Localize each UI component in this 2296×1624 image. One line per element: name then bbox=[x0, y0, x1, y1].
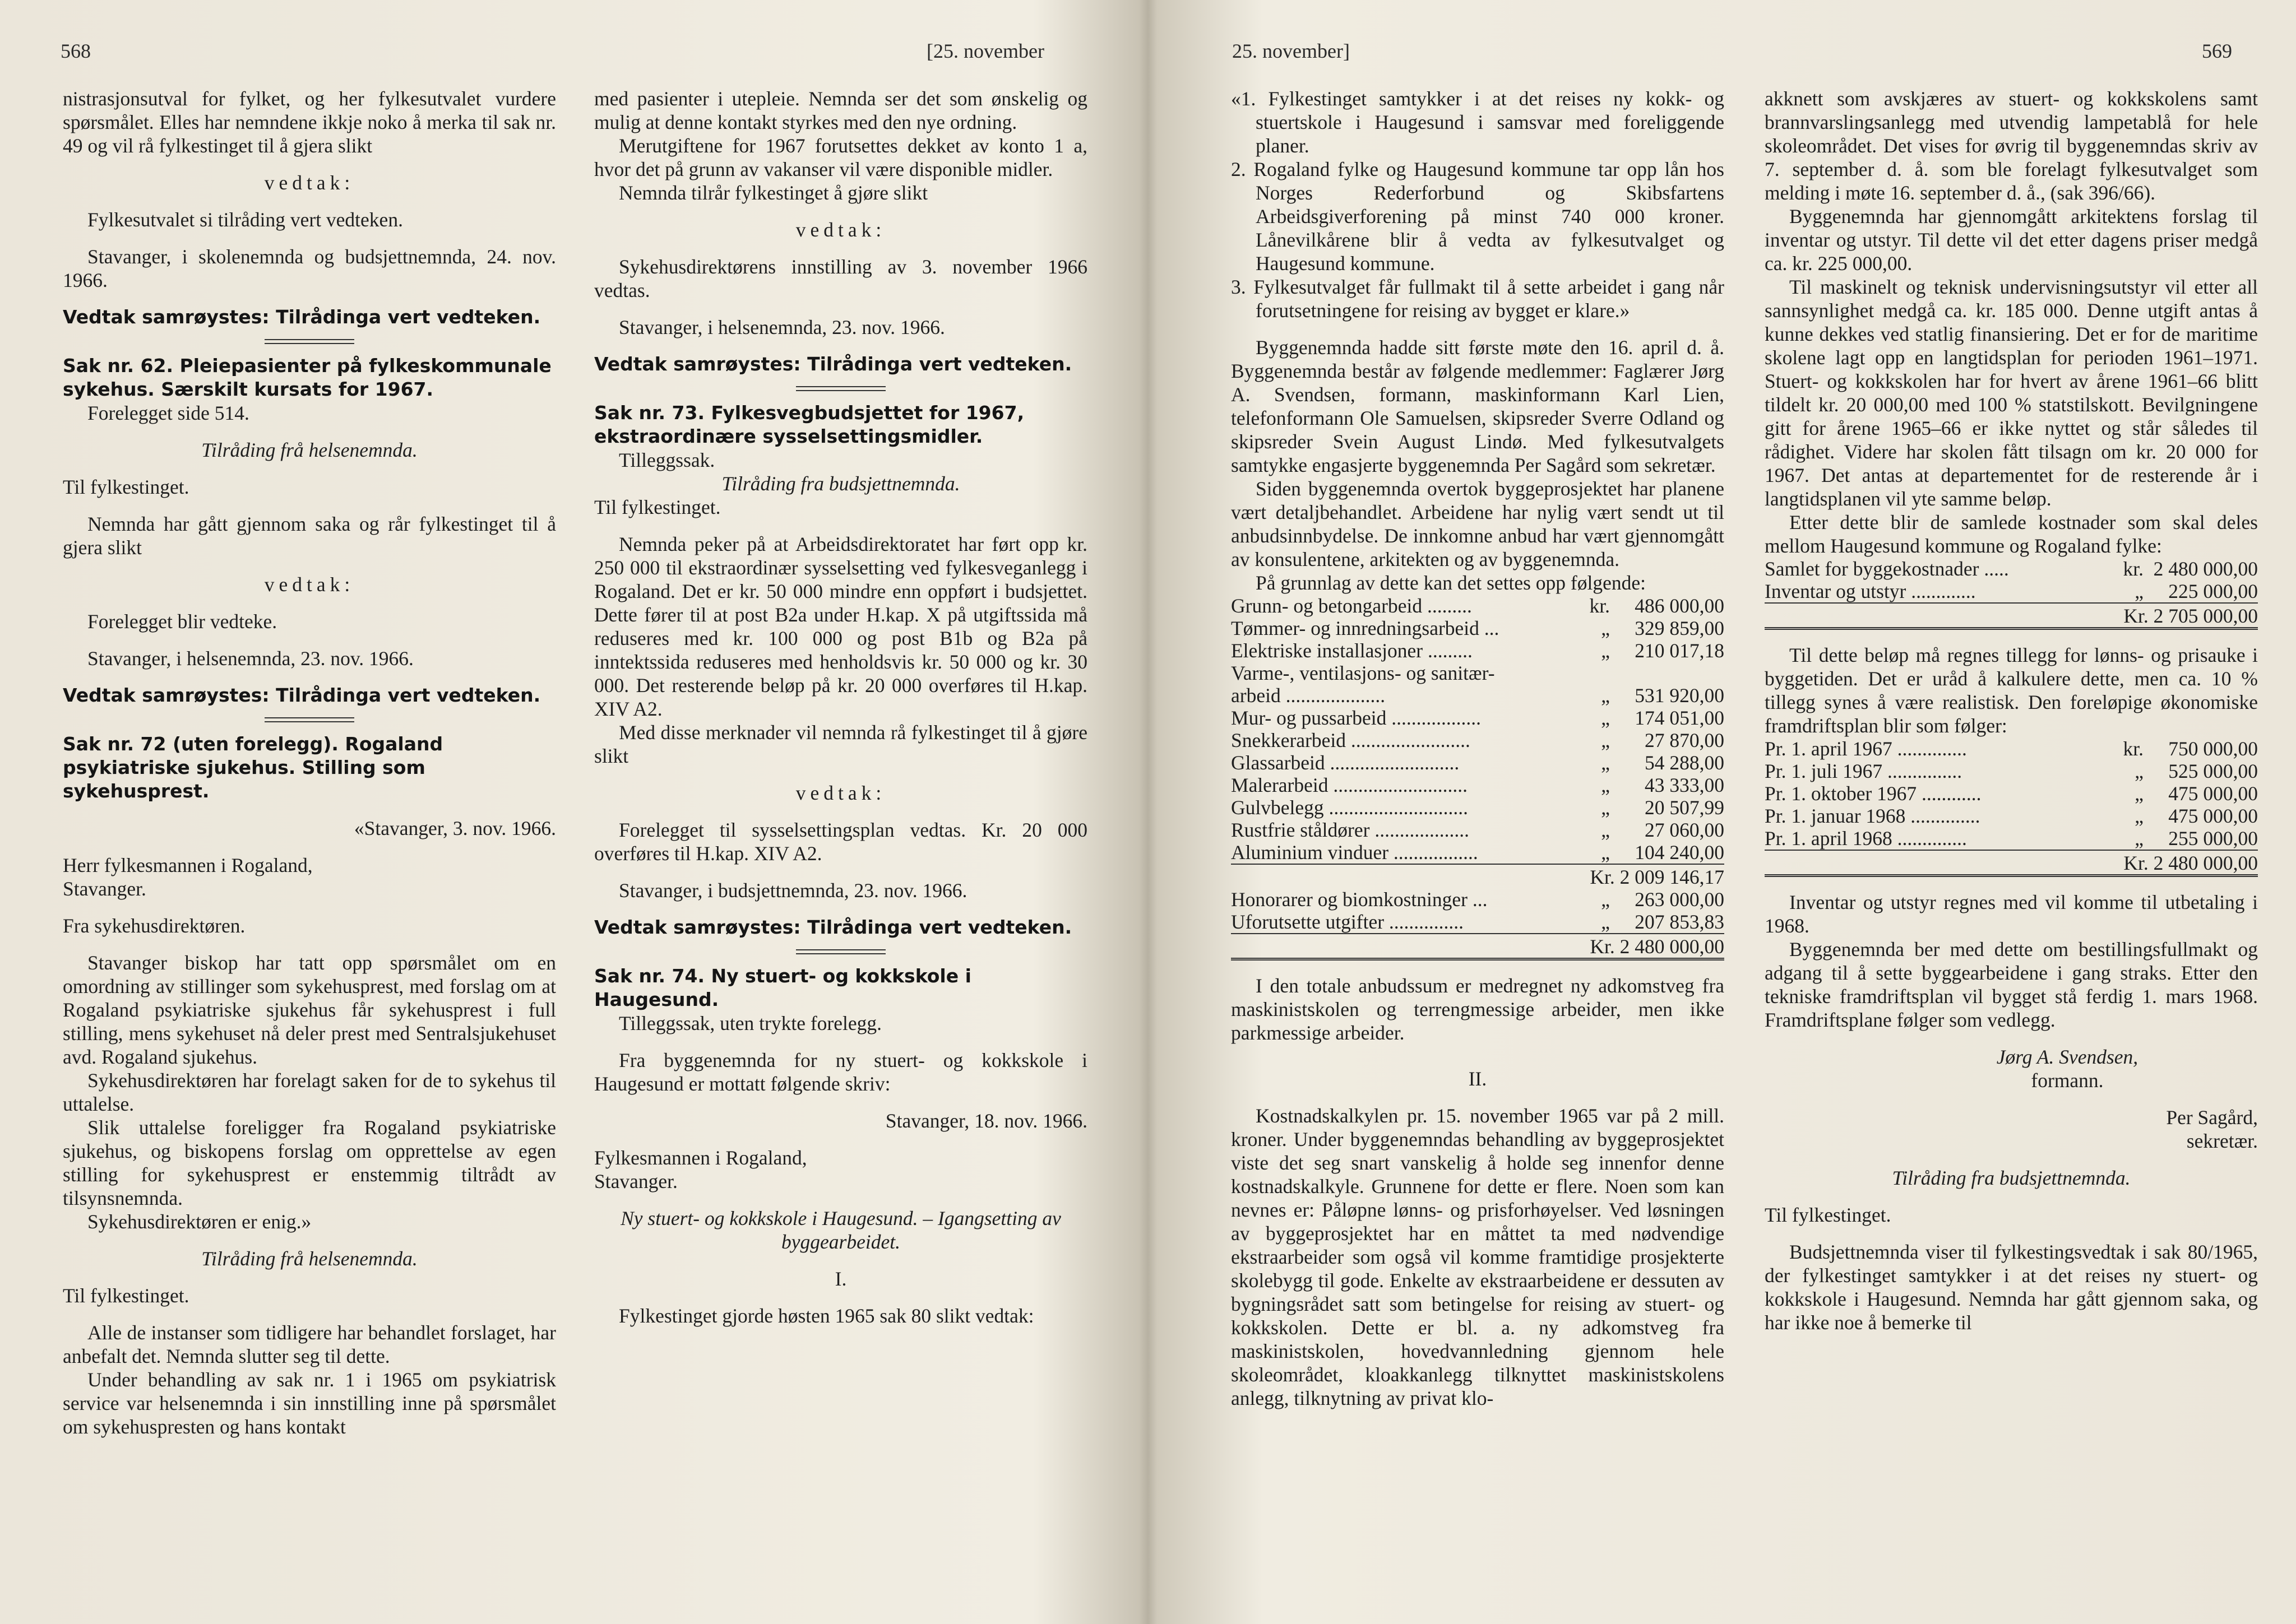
row-unit: „ bbox=[1601, 707, 1610, 729]
row-amount: 225 000,00 bbox=[2168, 580, 2258, 602]
recommendation-heading: Tilråding fra budsjettnemnda. bbox=[721, 472, 960, 495]
roman-numeral: I. bbox=[835, 1268, 847, 1290]
row-label: Snekkerarbeid ........................ bbox=[1231, 729, 1470, 751]
table-row bbox=[1231, 684, 1724, 707]
vedtak-label: vedtak: bbox=[264, 171, 355, 194]
letter-address: Fylkesmannen i Rogaland, bbox=[594, 1147, 807, 1169]
double-rule bbox=[796, 386, 886, 391]
row-label: Pr. 1. oktober 1967 ............ bbox=[1765, 782, 1982, 805]
paragraph: Inventar og utstyr regnes med vil komme til utbetaling i 1968. bbox=[1765, 891, 2258, 937]
case-title: Sak nr. 73. Fylkesvegbudsjettet for 1967, ekstraordinære sysselsettingsmidler. bbox=[594, 402, 1025, 447]
table-row bbox=[1765, 760, 2258, 782]
paragraph: Slik uttalelse foreligger fra Rogaland psykiatriske sjukehus, og biskopens forslag om opprettelse av egen stilling for sykehusprest er enstemmig tiltrådt av tilsynsnemnda. bbox=[63, 1116, 556, 1209]
decision-result: Vedtak samrøystes: Tilrådinga vert vedteken. bbox=[594, 353, 1072, 375]
letter-heading: Ny stuert- og kokkskole i Haugesund. – Igangsetting av byggearbeidet. bbox=[621, 1207, 1061, 1253]
signature-name: Jørg A. Svendsen, bbox=[1996, 1046, 2138, 1068]
row-label: Pr. 1. april 1967 .............. bbox=[1765, 737, 1967, 760]
decision-result: Vedtak samrøystes: Tilrådinga vert vedteken. bbox=[63, 684, 541, 706]
letter-address: Stavanger. bbox=[594, 1170, 678, 1193]
letter-address: Herr fylkesmannen i Rogaland, bbox=[63, 854, 313, 876]
row-unit: „ bbox=[1601, 911, 1610, 933]
total-amount: Kr. 2 705 000,00 bbox=[1765, 603, 2258, 629]
paragraph: med pasienter i utepleie. Nemnda ser det som ønskelig og mulig at denne kontakt styrkes med den nye ordning. bbox=[594, 87, 1087, 133]
letter-address: Stavanger. bbox=[63, 878, 146, 900]
paragraph: Siden byggenemnda overtok byggeprosjektet har planene vært detaljbehandlet. Arbeidene har nylig vært sendt ut til anbudsinnbydelse. De innkomne anbud har vært gjennomgått av konsulentene, arkitekten og av byggenemnda. bbox=[1231, 477, 1724, 570]
paragraph: Fra byggenemnda for ny stuert- og kokkskole i Haugesund er mottatt følgende skriv: bbox=[594, 1049, 1087, 1095]
recommendation-heading: Tilråding frå helsenemnda. bbox=[201, 439, 418, 461]
table-row bbox=[1765, 580, 2258, 603]
table-row bbox=[1231, 774, 1724, 796]
row-amount: 27 870,00 bbox=[1645, 729, 1724, 751]
total-amount: Kr. 2 480 000,00 bbox=[1765, 850, 2258, 876]
row-label: Pr. 1. januar 1968 .............. bbox=[1765, 805, 1980, 827]
letter-sender: Fra sykehusdirektøren. bbox=[63, 915, 246, 937]
row-amount bbox=[1618, 662, 1724, 684]
row-amount: 329 859,00 bbox=[1635, 617, 1724, 639]
row-unit: „ bbox=[1601, 796, 1610, 819]
addressee: Til fylkestinget. bbox=[1765, 1204, 1891, 1226]
letter-date: Stavanger, 18. nov. 1966. bbox=[885, 1110, 1087, 1132]
table-row bbox=[1765, 827, 2258, 850]
paragraph: Stavanger, i skolenemnda og budsjettnemnda, 24. nov. 1966. bbox=[63, 245, 556, 291]
recommendation-heading: Tilråding frå helsenemnda. bbox=[201, 1247, 418, 1270]
double-rule bbox=[796, 949, 886, 954]
paragraph: Til dette beløp må regnes tillegg for lønns- og prisauke i byggetiden. Det er uråd å kalkulere dette, men ca. 10 % tillegg synes å være realistisk. Den foreløpige økonomiske framdriftsplan blir som følger: bbox=[1765, 644, 2258, 737]
row-label: Grunn- og betongarbeid ......... bbox=[1231, 595, 1472, 617]
table-row bbox=[1231, 639, 1724, 662]
paragraph: Forelegget til sysselsettingsplan vedtas. Kr. 20 000 overføres til H.kap. XIV A2. bbox=[594, 819, 1087, 865]
row-unit: kr. bbox=[1589, 595, 1610, 617]
row-amount: 263 000,00 bbox=[1635, 888, 1724, 911]
decision-list-item: 3. Fylkesutvalget får fullmakt til å sette arbeidet i gang når forutsetningene for reising av bygget er klare.» bbox=[1231, 276, 1724, 322]
right-column-1 bbox=[1231, 87, 1724, 1410]
paragraph: Til maskinelt og teknisk undervisningsutstyr vil etter all sannsynlighet medgå ca. kr. 185 000. Denne utgift antas å kunne dekkes ved statlig finansiering. Det er for de maritime skolene lagt opp en langtidsplan for perioden 1961–1971. Stuert- og kokkskolen har for hvert av årene 1961–66 blitt tildelt kr. 20 000,00 med 100 % statstilskott. Bevilgningene gitt for årene 1965–66 er ikke nyttet og står således til rådighet. Videre har skolen fått tilsagn om kr. 20 000 for 1967. Det antas at departementet for de resterende år i langtidsplanen vil yte samme beløp. bbox=[1765, 276, 2258, 510]
case-reference: Forelegget side 514. bbox=[87, 402, 249, 424]
table-row bbox=[1231, 729, 1724, 751]
vedtak-label: vedtak: bbox=[264, 573, 355, 596]
row-label: Elektriske installasjoner ......... bbox=[1231, 639, 1473, 662]
row-label: Glassarbeid .......................... bbox=[1231, 751, 1460, 774]
row-unit: „ bbox=[1601, 888, 1610, 911]
paragraph: Sykehusdirektøren har forelagt saken for de to sykehus til uttalelse. bbox=[63, 1069, 556, 1115]
row-unit: „ bbox=[1601, 841, 1610, 864]
row-amount: 255 000,00 bbox=[2168, 827, 2258, 850]
row-unit bbox=[1571, 662, 1618, 684]
paragraph: Byggenemnda hadde sitt første møte den 16. april d. å. Byggenemnda består av følgende medlemmer: Faglærer Jørg A. Svendsen, formann, maskinformann Karl Lien, telefonformann Ole Samuelsen, skipsreder Sverre Odland og skipsreder Svein August Lindø. Med fylkesutvalgets samtykke engasjerte byggenemnda Per Sagård som sekretær. bbox=[1231, 336, 1724, 476]
case-subtitle: Tilleggssak, uten trykte forelegg. bbox=[619, 1012, 882, 1034]
row-amount: 475 000,00 bbox=[2168, 805, 2258, 827]
row-label: Uforutsette utgifter ............... bbox=[1231, 911, 1464, 933]
row-unit: „ bbox=[2135, 805, 2144, 827]
paragraph: Byggenemnda har gjennomgått arkitektens forslag til inventar og utstyr. Til dette vil det etter dagens priser medgå ca. kr. 225 000,00. bbox=[1765, 205, 2258, 275]
paragraph: Etter dette blir de samlede kostnader som skal deles mellom Haugesund kommune og Rogaland fylke: bbox=[1765, 511, 2258, 557]
total-row bbox=[1231, 934, 1724, 959]
row-amount: 531 920,00 bbox=[1635, 684, 1724, 707]
addressee: Til fylkestinget. bbox=[594, 496, 721, 518]
paragraph: Sykehusdirektøren er enig.» bbox=[87, 1210, 312, 1233]
signature-role: sekretær. bbox=[2186, 1130, 2258, 1152]
table-row bbox=[1231, 617, 1724, 639]
double-rule bbox=[265, 717, 354, 722]
paragraph: Stavanger, i helsenemnda, 23. nov. 1966. bbox=[619, 316, 945, 338]
paragraph: Stavanger, i budsjettnemnda, 23. nov. 1966. bbox=[619, 879, 968, 902]
paragraph: Merutgiftene for 1967 forutsettes dekket av konto 1 a, hvor det på grunn av vakanser vil være disponible midler. bbox=[594, 134, 1087, 180]
row-unit: kr. bbox=[2123, 737, 2144, 760]
total-row bbox=[1231, 864, 1724, 888]
signature-name: Per Sagård, bbox=[2166, 1106, 2258, 1129]
signature-role: formann. bbox=[2031, 1069, 2104, 1092]
row-label: Pr. 1. april 1968 .............. bbox=[1765, 827, 1967, 850]
paragraph: nistrasjonsutval for fylket, og her fylkesutvalet vurdere spørsmålet. Elles har nemndene ikkje noko å merka til sak nr. 49 og vil rå fylkestinget til å gjera slikt bbox=[63, 87, 556, 157]
table-row bbox=[1231, 796, 1724, 819]
row-amount: 207 853,83 bbox=[1635, 911, 1724, 933]
table-row bbox=[1231, 888, 1724, 911]
paragraph: Nemnda har gått gjennom saka og rår fylkestinget til å gjera slikt bbox=[63, 513, 556, 559]
table-row bbox=[1231, 819, 1724, 841]
split-table bbox=[1765, 558, 2258, 630]
table-row bbox=[1231, 662, 1724, 684]
case-title: Sak nr. 62. Pleiepasienter på fylkeskommunale sykehus. Særskilt kursats for 1967. bbox=[63, 355, 552, 400]
left-column-2 bbox=[594, 87, 1087, 1328]
paragraph: Fylkesutvalet si tilråding vert vedteken. bbox=[87, 208, 403, 231]
row-unit: „ bbox=[2135, 782, 2144, 805]
row-unit: „ bbox=[2135, 760, 2144, 782]
row-amount: 20 507,99 bbox=[1645, 796, 1724, 819]
right-column-2 bbox=[1765, 87, 2258, 1334]
row-unit: „ bbox=[1601, 774, 1610, 796]
row-unit: „ bbox=[2135, 827, 2144, 850]
row-label: Gulvbelegg ............................ bbox=[1231, 796, 1469, 819]
paragraph: I den totale anbudssum er medregnet ny adkomstveg fra maskinistskolen og terrengmessige arbeider, men ikke parkmessige arbeider. bbox=[1231, 975, 1724, 1044]
row-label: Rustfrie ståldører ................... bbox=[1231, 819, 1469, 841]
decision-result: Vedtak samrøystes: Tilrådinga vert vedteken. bbox=[63, 306, 541, 328]
row-amount: 174 051,00 bbox=[1635, 707, 1724, 729]
vedtak-label: vedtak: bbox=[795, 782, 886, 804]
table-row bbox=[1765, 805, 2258, 827]
paragraph: Kostnadskalkylen pr. 15. november 1965 var på 2 mill. kroner. Under byggenemndas behandling av byggeprosjektet viste det seg snart vanskelig å holde seg innenfor denne kostnadskalkyle. Grunnene for dette er flere. Noen som kan nevnes er: Påløpne lønns- og prisforhøyelser. Ved løsningen av byggeprosjektet har en måttet ta med nødvendige ekstraarbeider som også vil komme framtidige prosjekterte skolebygg til gode. Enkelte av ekstraarbeidene er dessuten av bygningsrådet satt som betingelse for reising av stuert- og kokkskolen. Dette er bl. a. ny adkomstveg fra maskinistskolen, hovedvannledning gjennom hele skoleområdet, kloakkanlegg tilknyttet maskinistskolens anlegg, tilknytning av privat klo- bbox=[1231, 1105, 1724, 1409]
table-row bbox=[1231, 751, 1724, 774]
double-rule bbox=[265, 339, 354, 344]
row-unit: „ bbox=[1601, 639, 1610, 662]
paragraph: Forelegget blir vedteke. bbox=[87, 610, 277, 633]
paragraph: akknett som avskjæres av stuert- og kokkskolens samt brannvarslingsanlegg med utvendig lampetablå for hele skoleområdet. Det vises for øvrig til byggenemndas skriv av 7. september d. å. som ble forelagt fylkesutvalget som melding i møte 16. september d. å., (sak 396/66). bbox=[1765, 87, 2258, 204]
row-unit: „ bbox=[1601, 617, 1610, 639]
paragraph: Med disse merknader vil nemnda rå fylkestinget til å gjøre slikt bbox=[594, 721, 1087, 767]
row-unit: „ bbox=[1601, 819, 1610, 841]
total-amount: Kr. 2 480 000,00 bbox=[1231, 934, 1724, 959]
case-title: Sak nr. 72 (uten forelegg). Rogaland psykiatriske sjukehus. Stilling som sykehusprest. bbox=[63, 733, 443, 802]
paragraph: På grunnlag av dette kan det settes opp følgende: bbox=[1256, 572, 1646, 594]
paragraph: Nemnda tilrår fylkestinget å gjøre slikt bbox=[619, 182, 928, 204]
paragraph: Sykehusdirektørens innstilling av 3. november 1966 vedtas. bbox=[594, 256, 1087, 301]
row-amount: 475 000,00 bbox=[2168, 782, 2258, 805]
row-label: arbeid .................... bbox=[1231, 684, 1386, 707]
case-subtitle: Tilleggssak. bbox=[619, 449, 715, 471]
row-amount: 525 000,00 bbox=[2168, 760, 2258, 782]
paragraph: Alle de instanser som tidligere har behandlet forslaget, har anbefalt det. Nemnda slutter seg til dette. bbox=[63, 1321, 556, 1367]
total-row bbox=[1765, 603, 2258, 629]
running-head-left: [25. november bbox=[927, 40, 1044, 62]
case-title: Sak nr. 74. Ny stuert- og kokkskole i Haugesund. bbox=[594, 965, 971, 1010]
table-row bbox=[1765, 737, 2258, 760]
row-amount: 43 333,00 bbox=[1645, 774, 1724, 796]
total-amount: Kr. 2 009 146,17 bbox=[1231, 864, 1724, 888]
paragraph: Stavanger biskop har tatt opp spørsmålet om en omordning av stillinger som sykehusprest, med forslag om at Rogaland psykiatriske sjukehus får sykehusprest i full stilling, mens sykehuset nå deler prest med Sentralsjukehuset avd. Rogaland sjukehus. bbox=[63, 952, 556, 1068]
recommendation-heading: Tilråding fra budsjettnemnda. bbox=[1892, 1167, 2131, 1189]
letter-date: «Stavanger, 3. nov. 1966. bbox=[354, 817, 556, 839]
decision-list-item: 2. Rogaland fylke og Haugesund kommune tar opp lån hos Norges Rederforbund og Skibsfartens Arbeidsgiverforening på minst 740 000 kroner. Lånevilkårene blir å vedta av fylkesutvalget og Haugesund kommune. bbox=[1231, 158, 1724, 275]
vedtak-label: vedtak: bbox=[795, 219, 886, 241]
decision-list-item: «1. Fylkestinget samtykker i at det reises ny kokk- og stuertskole i Haugesund i samsvar med foreliggende planer. bbox=[1231, 87, 1724, 157]
decision-list bbox=[1231, 87, 1724, 322]
paragraph: Under behandling av sak nr. 1 i 1965 om psykiatrisk service var helsenemnda i sin innstilling inne på spørsmålet om sykehuspresten og hans kontakt bbox=[63, 1368, 556, 1438]
row-amount: 750 000,00 bbox=[2168, 737, 2258, 760]
paragraph: Stavanger, i helsenemnda, 23. nov. 1966. bbox=[87, 647, 414, 670]
decision-result: Vedtak samrøystes: Tilrådinga vert vedteken. bbox=[594, 916, 1072, 938]
row-label: Inventar og utstyr ............. bbox=[1765, 580, 1976, 602]
row-amount: 27 060,00 bbox=[1645, 819, 1724, 841]
row-label: Honorarer og biomkostninger ... bbox=[1231, 888, 1488, 911]
row-amount: 104 240,00 bbox=[1635, 841, 1724, 864]
paragraph: Fylkestinget gjorde høsten 1965 sak 80 slikt vedtak: bbox=[619, 1305, 1034, 1327]
table-row bbox=[1765, 782, 2258, 805]
addressee: Til fylkestinget. bbox=[63, 1284, 189, 1307]
table-row bbox=[1231, 595, 1724, 617]
row-label: Samlet for byggekostnader ..... bbox=[1765, 558, 2009, 580]
page-number-left: 568 bbox=[61, 40, 91, 62]
row-label: Aluminium vinduer ................. bbox=[1231, 841, 1478, 864]
roman-numeral: II. bbox=[1468, 1068, 1487, 1090]
paragraph: Budsjettnemnda viser til fylkestingsvedtak i sak 80/1965, der fylkestinget samtykker i at det reises ny stuert- og kokkskole i Haugesund. Nemnda har gått gjennom saka, og har ikke noe å bemerke til bbox=[1765, 1241, 2258, 1334]
row-unit: kr. bbox=[2123, 558, 2144, 580]
running-head-right: 25. november] bbox=[1232, 40, 1350, 62]
plan-table bbox=[1765, 737, 2258, 877]
total-row bbox=[1765, 850, 2258, 876]
row-amount: 210 017,18 bbox=[1635, 639, 1724, 662]
row-unit: „ bbox=[1601, 729, 1610, 751]
addressee: Til fylkestinget. bbox=[63, 476, 189, 498]
cost-table bbox=[1231, 595, 1724, 961]
row-amount: 54 288,00 bbox=[1645, 751, 1724, 774]
table-row bbox=[1231, 841, 1724, 864]
row-label: Varme-, ventilasjons- og sanitær- bbox=[1231, 662, 1495, 684]
table-row bbox=[1231, 707, 1724, 729]
left-column-1 bbox=[63, 87, 556, 1439]
row-unit: „ bbox=[2135, 580, 2144, 602]
table-row bbox=[1231, 911, 1724, 934]
row-amount: 2 480 000,00 bbox=[2153, 558, 2258, 580]
row-label: Malerarbeid ........................... bbox=[1231, 774, 1468, 796]
page-number-right: 569 bbox=[2202, 40, 2232, 62]
row-unit: „ bbox=[1601, 751, 1610, 774]
row-label: Mur- og pussarbeid .................. bbox=[1231, 707, 1481, 729]
paragraph: Nemnda peker på at Arbeidsdirektoratet har ført opp kr. 250 000 til ekstraordinær sysselsetting ved fylkesveganlegg i Rogaland. Det er kr. 50 000 mindre enn oppført i budsjettet. Dette fører til at post B2a under H.kap. X på utgiftssida må reduseres med kr. 100 000 og post B1b og B2a på inntektssida reduseres med henholdsvis kr. 50 000 og kr. 30 000. Det resterende beløp på kr. 20 000 overføres til H.kap. XIV A2. bbox=[594, 533, 1087, 720]
row-label: Tømmer- og innredningsarbeid ... bbox=[1231, 617, 1499, 639]
right-page bbox=[1148, 0, 2296, 1624]
row-label: Pr. 1. juli 1967 ............... bbox=[1765, 760, 1962, 782]
row-unit: „ bbox=[1601, 684, 1610, 707]
table-row bbox=[1765, 558, 2258, 580]
paragraph: Byggenemnda ber med dette om bestillingsfullmakt og adgang til å sette byggearbeidene i gang straks. Etter den tekniske framdriftsplan vil bygget stå ferdig 1. mars 1968. Framdriftsplane følger som vedlegg. bbox=[1765, 938, 2258, 1031]
row-amount: 486 000,00 bbox=[1635, 595, 1724, 617]
